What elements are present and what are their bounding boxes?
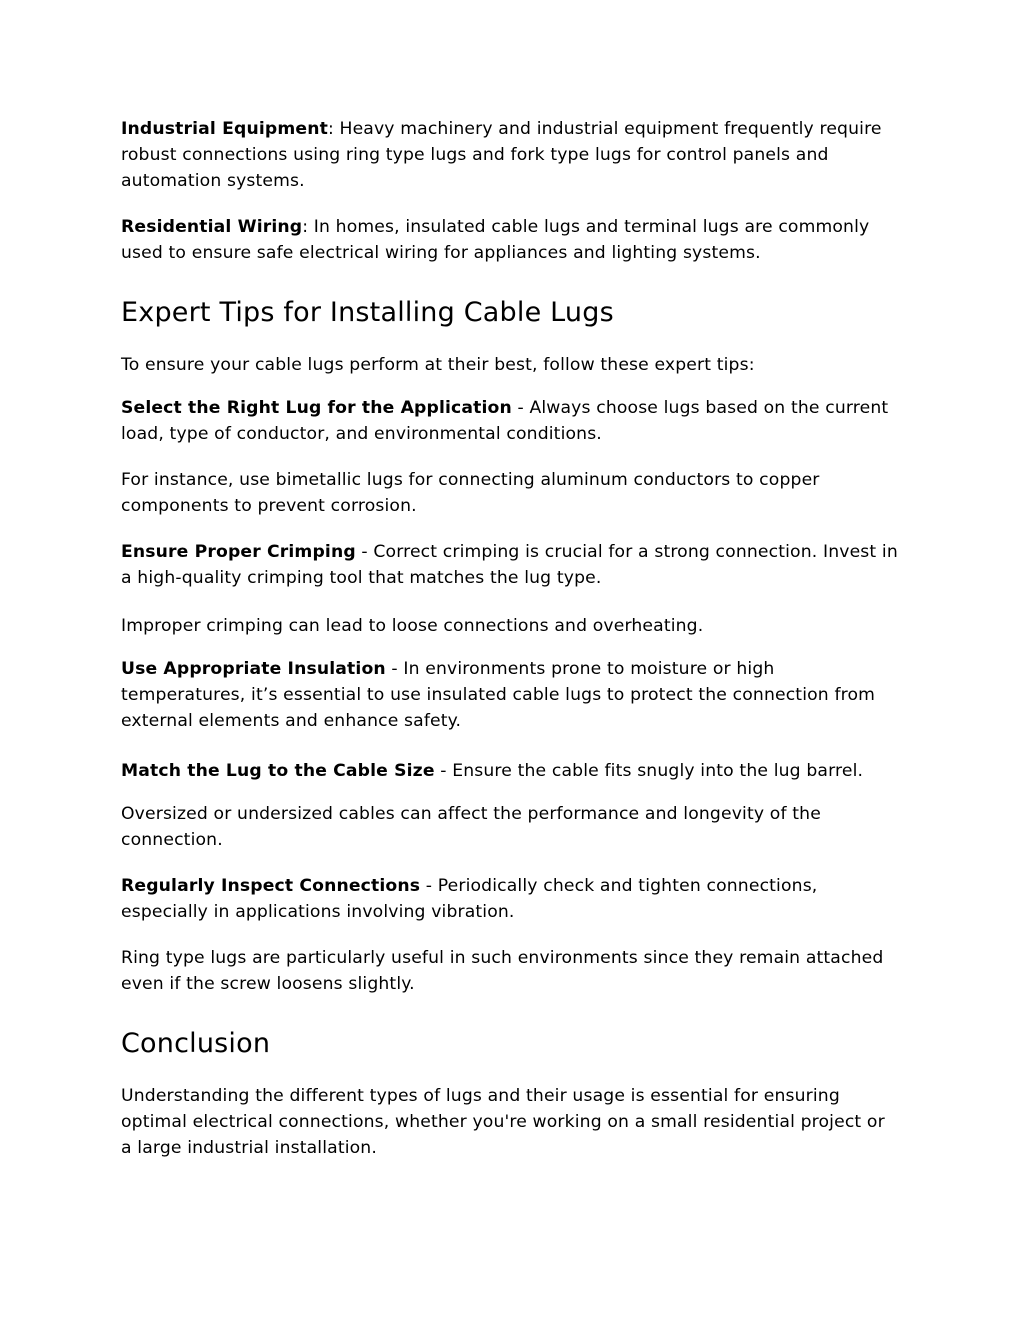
tip-inspect-label: Regularly Inspect Connections (121, 876, 421, 896)
expert-tips-intro: To ensure your cable lugs perform at their best, follow these expert tips: (121, 355, 755, 375)
tip-inspect-note: Ring type lugs are particularly useful in such environments since they remain attached even if the screw loosens slightly. (121, 948, 884, 994)
tip-select-lug-label: Select the Right Lug for the Application (121, 398, 512, 418)
tip-crimping-label: Ensure Proper Crimping (121, 542, 356, 562)
tip-select-lug-note: For instance, use bimetallic lugs for connecting aluminum conductors to copper components to prevent corrosion. (121, 470, 820, 516)
expert-tips-heading: Expert Tips for Installing Cable Lugs (121, 297, 614, 328)
tip-insulation (121, 656, 901, 734)
tip-inspect-text: - Periodically check and tighten connections, especially in applications involving vibration. (121, 876, 818, 922)
tip-select-lug (121, 395, 901, 447)
tip-insulation-text: - In environments prone to moisture or high temperatures, it’s essential to use insulated cable lugs to protect the connection from external elements and enhance safety. (121, 659, 876, 731)
document-page (121, 116, 901, 1161)
tip-cable-size-text: - Ensure the cable fits snugly into the lug barrel. (434, 761, 864, 781)
industrial-equipment-text: : Heavy machinery and industrial equipment frequently require robust connections using ring type lugs and fork type lugs for control panels and automation systems. (121, 119, 882, 191)
tip-crimping-text: - Correct crimping is crucial for a strong connection. Invest in a high-quality crimping tool that matches the lug type. (121, 542, 898, 588)
conclusion-heading: Conclusion (121, 1028, 271, 1059)
residential-wiring-paragraph (121, 214, 901, 266)
tip-cable-size-label: Match the Lug to the Cable Size (121, 761, 435, 781)
residential-wiring-text: : In homes, insulated cable lugs and terminal lugs are commonly used to ensure safe electrical wiring for appliances and lighting systems. (121, 217, 870, 263)
tip-crimping (121, 539, 901, 591)
tip-select-lug-text: - Always choose lugs based on the current load, type of conductor, and environmental conditions. (121, 398, 889, 444)
conclusion-text: Understanding the different types of lugs and their usage is essential for ensuring optimal electrical connections, whether you're working on a small residential project or a large industrial installation. (121, 1086, 885, 1158)
tip-insulation-label: Use Appropriate Insulation (121, 659, 386, 679)
industrial-equipment-label: Industrial Equipment (121, 119, 328, 139)
industrial-equipment-paragraph (121, 116, 901, 194)
tip-crimping-note: Improper crimping can lead to loose connections and overheating. (121, 616, 704, 636)
tip-cable-size (121, 758, 901, 784)
tip-cable-size-note: Oversized or undersized cables can affect the performance and longevity of the connection. (121, 804, 821, 850)
tip-inspect (121, 873, 901, 925)
residential-wiring-label: Residential Wiring (121, 217, 303, 237)
